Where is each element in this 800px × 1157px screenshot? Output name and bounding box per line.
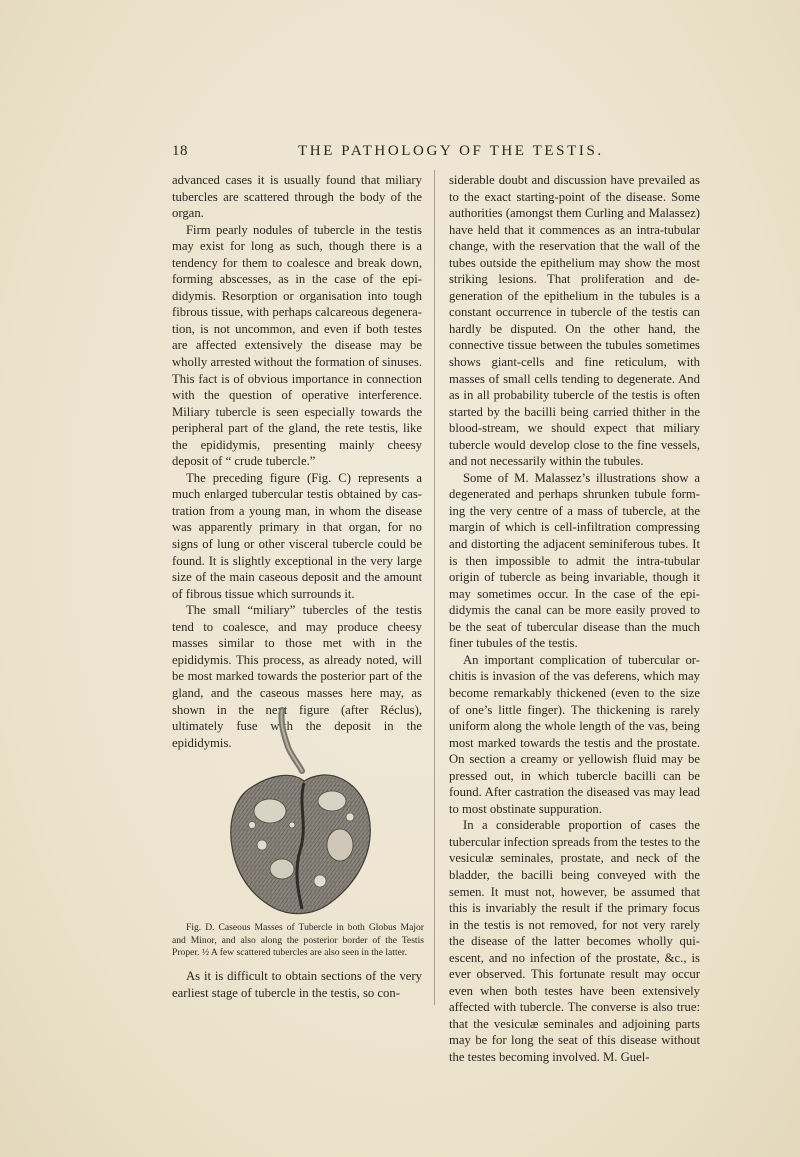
figure-caption: Fig. D. Caseous Masses of Tubercle in both Globus Major and Minor, and also along the posterior border of the Testis Proper. ½ A few scattered tubercles are also seen in the latter. [172, 922, 424, 959]
column-divider [434, 170, 435, 1005]
right-paragraph-1: siderable doubt and discussion have prevailed as to the exact starting-point of the disease. Some authorities (amongst them Curling and Malassez) have held that it commences as an intra-tubular change, with the reservation that the wall of the tubes outside the epithelium may show the most striking lesions. That proliferation and de-generation of the epithelium in the tubules is a constant occurrence in tubercle of the testis can hardly be disputed. On the other hand, the connective tissue between the tubules sometimes shows giant-cells and fine reticulum, with masses of small cells tending to degenerate. And as in all probability tubercle of the testis is often started by the bacilli being carried thither in the blood-stream, we should expect that miliary tubercle would develop close to the fine vessels, and not necessarily within the tubules. [449, 173, 700, 469]
engraved-testis-illustration-icon [222, 705, 377, 920]
right-paragraph-4: In a considerable proportion of cases the tubercular infection spreads from the testes to the vesiculæ seminales, prostate, and neck of the bladder, the bacilli being conveyed with the semen. It must not, however, be assumed that this is invariably the result if the primary focus in the testis is not removed, for not very rarely the disease of the latter becomes wholly qui-escent, and no infection of the prostate, &c., is ever observed. This fortunate result may occur even when both testes have been extensively affected with tubercle. The converse is also true: that the vesiculæ seminales and adjoining parts may be for long the seat of this disease without the testes becoming involved. M. Guel- [449, 818, 700, 1064]
figure-d-illustration [222, 705, 377, 920]
left-paragraph-after-figure: As it is difficult to obtain sections of the very earliest stage of tubercle in the testis, so con- [172, 969, 422, 1000]
left-paragraph-2: Firm pearly nodules of tubercle in the testis may exist for long as such, though there is a tendency for them to coalesce and break down, forming abscesses, as in the case of the epi-didymis. Resorption or organisation into tough fibrous tissue, with perhaps calcareous degenera-tion, is not uncommon, and even if both testes are affected extensively the disease may be wholly arrested without the formation of sinuses. This fact is of obvious importance in connection with the question of operative interference. Miliary tubercle is seen especially towards the peripheral part of the gland, the rete testis, like the epididymis, presenting mainly cheesy deposit of “ crude tubercle.” [172, 222, 422, 469]
left-paragraph-1: advanced cases it is usually found that miliary tubercles are scattered through the body of the organ. [172, 173, 422, 221]
page-header [172, 143, 700, 163]
running-title: THE PATHOLOGY OF THE TESTIS. [298, 143, 604, 159]
right-paragraph-2: Some of M. Malassez’s illustrations show a degenerated and perhaps shrunken tubule form-ing the very centre of a mass of tubercle, at the margin of which is cell-infiltration compressing and distorting the adjacent seminiferous tubes. It is then impossible to admit the intra-tubular origin of tubercle as being invariable, though it may sometimes occur. In the case of the epi-didymis the canal can be more easily proved to be the seat of tubercular disease than the much finer tubules of the testis. [449, 470, 700, 651]
page-number: 18 [172, 143, 188, 159]
right-column [449, 172, 700, 1066]
left-column [172, 172, 422, 751]
right-paragraph-3: An important complication of tubercular or-chitis is invasion of the vas deferens, which may become remarkably thickened (even to the size of one’s little finger). The thickening is rarely uniform along the whole length of the vas, being most marked towards the testis and the prostate. On section a creamy or yellowish fluid may be pressed out, in which tubercle bacilli can be found. After castration the diseased vas may lead to most obstinate suppuration. [449, 652, 700, 816]
left-paragraph-3: The preceding figure (Fig. C) represents a much enlarged tubercular testis obtained by cas-tration from a young man, in whom the disease was apparently primary in that organ, for no signs of lung or other visceral tubercle could be found. It is slightly exceptional in the very large size of the main caseous deposit and the amount of fibrous tissue which surrounds it. [172, 470, 422, 601]
left-paragraph-4: The small “miliary” tubercles of the testis tend to coalesce, and may produce cheesy masses similar to those met with in the epididymis. This process, as already noted, will be most marked towards the posterior part of the gland, and the caseous masses here may, as shown in the next figure (after Réclus), ultimately fuse with the deposit in the epididymis. [172, 603, 422, 750]
